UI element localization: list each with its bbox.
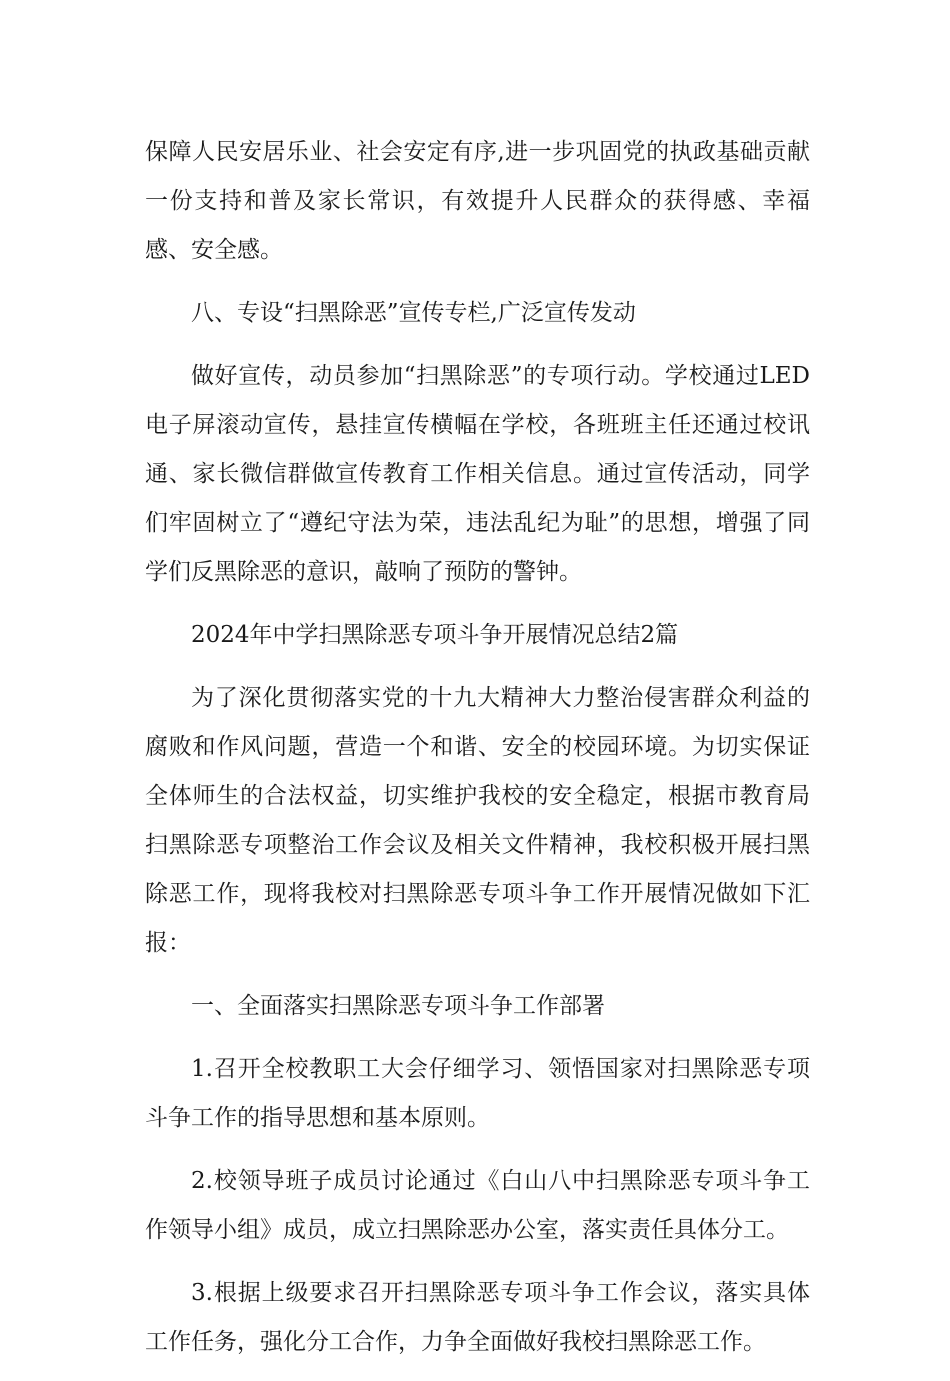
list-item-1: 1.召开全校教职工大会仔细学习、领悟国家对扫黑除恶专项斗争工作的指导思想和基本原则。	[145, 1056, 810, 1131]
section-heading-eight: 八、专设“扫黑除恶”宣传专栏,广泛宣传发动	[191, 300, 636, 326]
list-item-3: 3.根据上级要求召开扫黑除恶专项斗争工作会议，落实具体工作任务，强化分工合作，力争全面做好我校扫黑除恶工作。	[145, 1280, 810, 1355]
article-title: 2024年中学扫黑除恶专项斗争开展情况总结2篇	[191, 622, 679, 648]
paragraph-publicity: 做好宣传，动员参加“扫黑除恶”的专项行动。学校通过LED电子屏滚动宣传，悬挂宣传横幅在学校，各班班主任还通过校讯通、家长微信群做宣传教育工作相关信息。通过宣传活动，同学们牢固树立了“遵纪守法为荣，违法乱纪为耻”的思想，增强了同学们反黑除恶的意识，敲响了预防的警钟。	[145, 363, 810, 585]
list-item-2: 2.校领导班子成员讨论通过《白山八中扫黑除恶专项斗争工作领导小组》成员，成立扫黑除恶办公室，落实责任具体分工。	[145, 1168, 810, 1243]
paragraph-intro: 为了深化贯彻落实党的十九大精神大力整治侵害群众利益的腐败和作风问题，营造一个和谐、安全的校园环境。为切实保证全体师生的合法权益，切实维护我校的安全稳定，根据市教育局扫黑除恶专项整治工作会议及相关文件精神，我校积极开展扫黑除恶工作，现将我校对扫黑除恶专项斗争工作开展情况做如下汇报：	[145, 685, 810, 956]
section-heading-one: 一、全面落实扫黑除恶专项斗争工作部署	[191, 993, 605, 1019]
paragraph-continued: 保障人民安居乐业、社会安定有序,进一步巩固党的执政基础贡献一份支持和普及家长常识，有效提升人民群众的获得感、幸福感、安全感。	[145, 139, 810, 263]
document-body	[145, 128, 810, 1381]
